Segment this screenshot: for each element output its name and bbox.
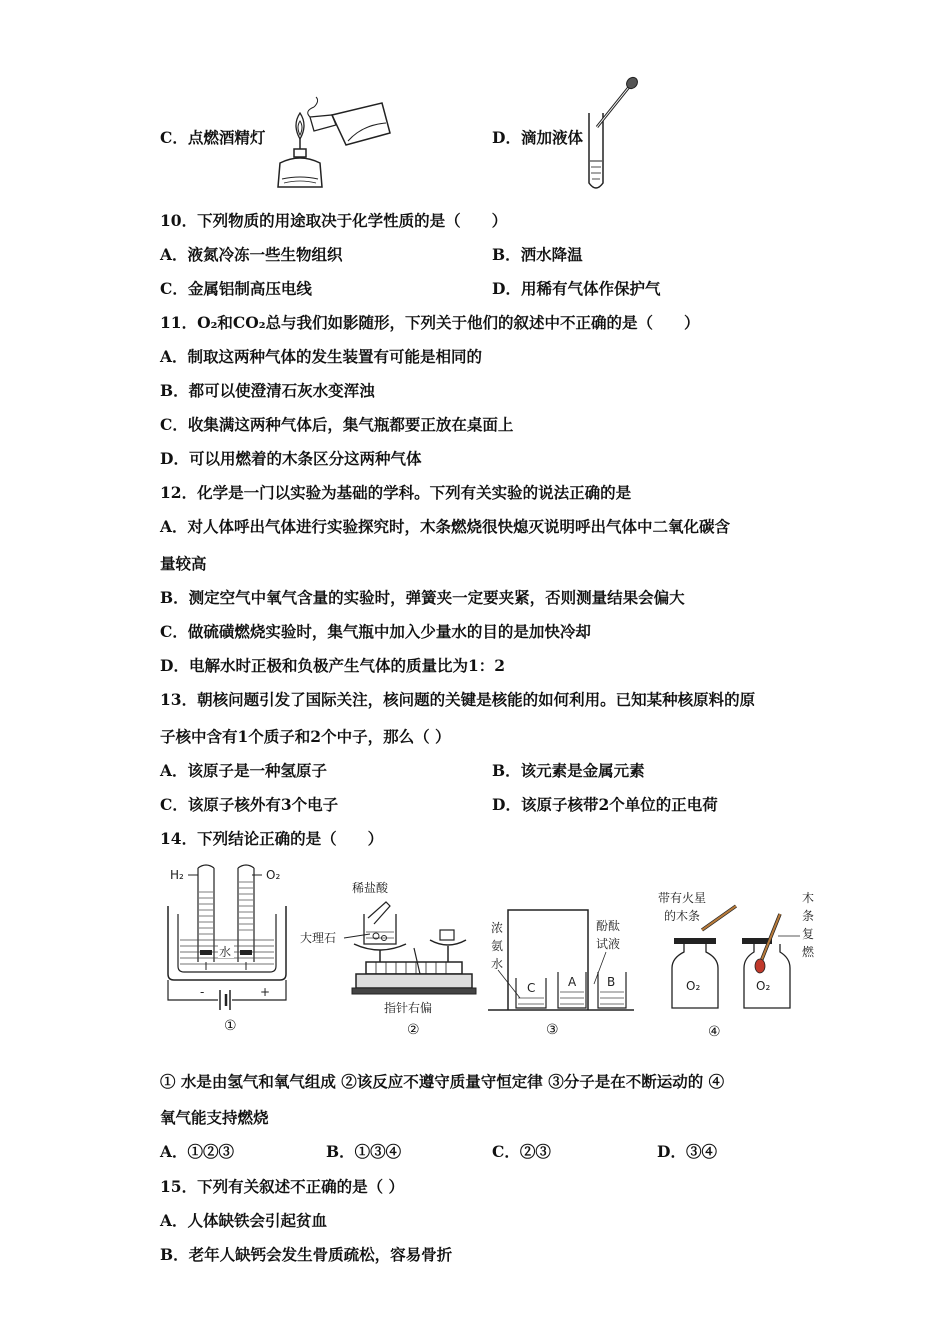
fig1-o2-label: O₂ — [266, 868, 281, 882]
fig4-splint-1: 带有火星 — [658, 891, 707, 905]
q12-option-b: B．测定空气中氧气含量的实验时，弹簧夹一定要夹紧，否则测量结果会偏大 — [160, 588, 685, 607]
q13-option-a: A．该原子是一种氢原子 — [160, 761, 328, 780]
q10-stem: 10．下列物质的用途取决于化学性质的是（ ） — [160, 211, 508, 230]
fig3-ammonia-1: 浓 — [491, 921, 504, 935]
q11-option-c: C．收集满这两种气体后，集气瓶都要正放在桌面上 — [160, 415, 514, 434]
fig2-acid-label: 稀盐酸 — [352, 881, 389, 895]
q9-option-d: D．滴加液体 — [492, 128, 583, 147]
fig1-caption: ① — [224, 1018, 237, 1034]
q14-conclusion-line1: ① 水是由氢气和氧气组成 ②该反应不遵守质量守恒定律 ③分子是在不断运动的 ④ — [160, 1072, 725, 1091]
q13-option-d: D．该原子核带2个单位的正电荷 — [492, 795, 718, 814]
q10-option-a: A．液氮冷冻一些生物组织 — [160, 245, 343, 264]
q11-option-b: B．都可以使澄清石灰水变浑浊 — [160, 381, 375, 400]
fig1-plus-label: + — [260, 985, 271, 999]
q10-option-d: D．用稀有气体作保护气 — [492, 279, 661, 298]
electrolysis-figure — [160, 862, 295, 1012]
fig4-relight-1: 木 — [802, 891, 815, 905]
q11-option-a: A．制取这两种气体的发生装置有可能是相同的 — [160, 347, 483, 366]
q15-option-a: A．人体缺铁会引起贫血 — [160, 1211, 328, 1230]
fig3-caption: ③ — [546, 1022, 559, 1038]
q12-stem: 12．化学是一门以实验为基础的学科。下列有关实验的说法正确的是 — [160, 483, 632, 502]
q10-option-b: B．洒水降温 — [492, 245, 583, 264]
ammonia-diffusion-figure — [488, 900, 638, 1020]
fig2-caption: ② — [407, 1022, 420, 1038]
alcohol-lamp-lighting-figure — [270, 95, 395, 195]
fig4-caption: ④ — [708, 1024, 721, 1040]
fig3-beaker-c: C — [527, 981, 536, 995]
q12-option-c: C．做硫磺燃烧实验时，集气瓶中加入少量水的目的是加快冷却 — [160, 622, 591, 641]
fig4-o2-right: O₂ — [756, 979, 771, 993]
q14-option-c: C．②③ — [492, 1142, 551, 1161]
balance-reaction-figure — [300, 878, 480, 1018]
q14-option-a: A．①②③ — [160, 1142, 235, 1161]
fig4-o2-left: O₂ — [686, 979, 701, 993]
fig1-minus-label: - — [200, 985, 205, 999]
q14-option-b: B．①③④ — [326, 1142, 402, 1161]
fig4-relight-2: 条 — [802, 909, 815, 923]
fig4-relight-4: 燃 — [802, 945, 815, 959]
q14-option-d: D．③④ — [657, 1142, 717, 1161]
fig3-ammonia-2: 氨 — [491, 939, 504, 953]
q14-conclusion-line2: 氧气能支持燃烧 — [160, 1108, 269, 1127]
fig1-water-label: 水 — [219, 945, 232, 959]
q12-option-d: D．电解水时正极和负极产生气体的质量比为1：2 — [160, 656, 506, 675]
q11-stem: 11．O₂和CO₂总与我们如影随形，下列关于他们的叙述中不正确的是（ ） — [160, 313, 700, 332]
q15-option-b: B．老年人缺钙会发生骨质疏松，容易骨折 — [160, 1245, 453, 1264]
fig2-pointer-label: 指针右偏 — [384, 1001, 433, 1015]
fig3-beaker-a: A — [568, 975, 577, 989]
q13-option-b: B．该元素是金属元素 — [492, 761, 645, 780]
q13-stem-line2: 子核中含有1个质子和2个中子，那么（ ） — [160, 727, 451, 746]
q15-stem: 15．下列有关叙述不正确的是（ ） — [160, 1177, 404, 1196]
fig1-h2-label: H₂ — [170, 868, 184, 882]
q11-option-d: D．可以用燃着的木条区分这两种气体 — [160, 449, 422, 468]
fig3-beaker-b: B — [607, 975, 616, 989]
q9-option-c: C．点燃酒精灯 — [160, 128, 266, 147]
q14-stem: 14．下列结论正确的是（ ） — [160, 829, 384, 848]
q13-stem-line1: 13．朝核问题引发了国际关注，核问题的关键是核能的如何利用。已知某种核原料的原 — [160, 690, 756, 709]
q12-option-a-line2: 量较高 — [160, 554, 207, 573]
q12-option-a-line1: A．对人体呼出气体进行实验探究时，木条燃烧很快熄灭说明呼出气体中二氧化碳含 — [160, 517, 731, 536]
fig3-ammonia-3: 水 — [491, 957, 504, 971]
oxygen-splint-figure — [650, 886, 820, 1016]
fig2-marble-label: 大理石 — [300, 931, 337, 945]
q10-option-c: C．金属铝制高压电线 — [160, 279, 312, 298]
q13-option-c: C．该原子核外有3个电子 — [160, 795, 339, 814]
fig4-splint-2: 的木条 — [664, 909, 701, 923]
fig3-phenol-1: 酚酞 — [596, 919, 621, 933]
fig3-phenol-2: 试液 — [596, 937, 621, 951]
fig4-relight-3: 复 — [802, 927, 815, 941]
dropper-adding-liquid-figure — [585, 75, 645, 195]
